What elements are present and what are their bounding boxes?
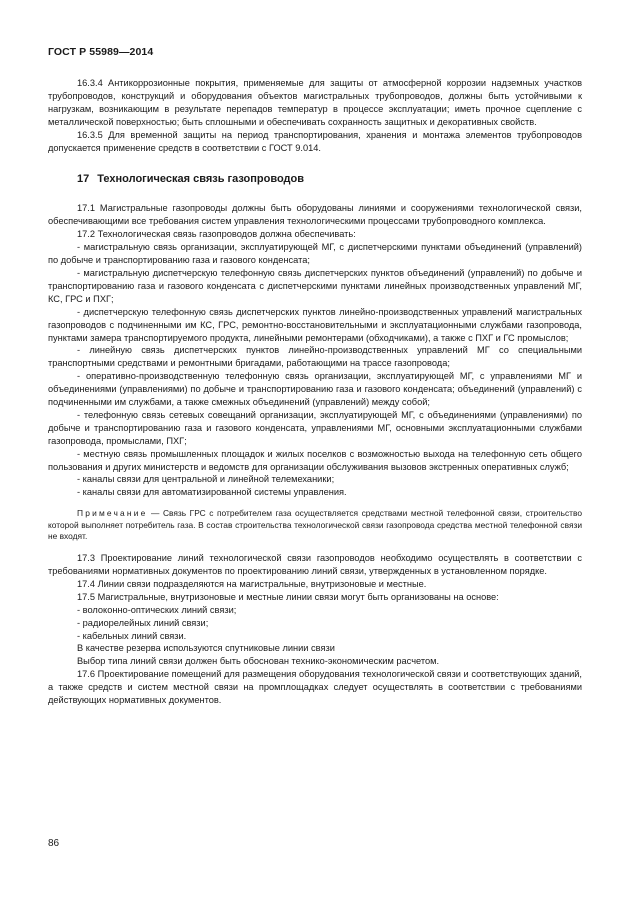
- list-item: - каналы связи для автоматизированной системы управления.: [77, 487, 347, 498]
- list-item: - местную связь промышленных площадок и жилых поселков с возможностью выхода на телефонную сеть общего пользования и других министерств и ведомств для организации обслуживания вызовов экстренных оперативных служб;: [48, 448, 582, 472]
- paragraph-17-4: 17.4 Линии связи подразделяются на магистральные, внутризоновые и местные.: [77, 578, 427, 589]
- note: [48, 508, 582, 543]
- section-17-body: [48, 202, 582, 707]
- section-heading: [77, 172, 582, 186]
- section-number: 17: [77, 173, 90, 186]
- list-item: - кабельных линий связи.: [77, 630, 187, 641]
- note-text: — Связь ГРС с потребителем газа осуществляется средствами местной телефонной связи, строительство которой выполняет потребитель газа. В состав строительства технологической связи газопровода средства местной телефонной связи не входят.: [48, 508, 583, 542]
- document-header: ГОСТ Р 55989—2014: [48, 46, 154, 58]
- paragraph-17-6: 17.6 Проектирование помещений для размещения оборудования технологической связи и соответствующих зданий, а также средств и систем местной связи на промплощадках следует осуществлять в соответствии с требованиями действующих нормативных документов.: [48, 669, 582, 706]
- list-item: - каналы связи для центральной и линейной телемеханики;: [77, 474, 335, 485]
- document-body: [48, 77, 582, 707]
- list-item: - телефонную связь сетевых совещаний организации, эксплуатирующей МГ, с объединениями (управлениями) по добыче и транспортированию газа и газового конденсата, управлениями МГ, основными эксплуатационными службами газопровода, промыслами, ПХГ;: [48, 409, 582, 446]
- list-item: - оперативно-производственную телефонную связь организации, эксплуатирующей МГ, с управлениями МГ и объединениями (управлениями) по добыче и транспортированию газа и газового конденсата; объединений (управлений) с подчиненными им службами, а также смежных объединений (управлений) между собой;: [48, 371, 582, 408]
- list-item: - линейную связь диспетчерских пунктов линейно-производственных управлений МГ со специальными транспортными средствами и ремонтными бригадами, работающими на трассе газопровода;: [48, 345, 582, 369]
- paragraph-17-3: 17.3 Проектирование линий технологической связи газопроводов необходимо осуществлять в соответствии с требованиями нормативных документов по проектированию линий связи, утвержденных в установленном порядке.: [48, 553, 582, 576]
- paragraph-17-1: 17.1 Магистральные газопроводы должны быть оборудованы линиями и сооружениями технологической связи, обеспечивающими все требования систем управления технологическими процессами трубопроводного комплекса.: [48, 203, 582, 227]
- section-17-continued: [48, 552, 582, 707]
- paragraph-16-3-4: 16.3.4 Антикоррозионные покрытия, применяемые для защиты от атмосферной коррозии надземных участков трубопроводов, конструкций и оборудования объектов магистральных трубопроводов, должны быть устойчивыми к нагрузкам, возникающим в результате перепадов температур в процессе эксплуатации; иметь прочное сцепление с металлической поверхностью; быть сплошными и обеспечивать сохранность защитных и декоративных свойств.: [48, 78, 582, 127]
- paragraph-17-5: 17.5 Магистральные, внутризоновые и местные линии связи могут быть организованы на основе:: [77, 591, 499, 602]
- paragraph-choice: Выбор типа линий связи должен быть обоснован технико-экономическим расчетом.: [77, 656, 440, 667]
- list-item: - диспетчерскую телефонную связь диспетчерских пунктов линейно-производственных управлений магистральных газопроводов с подчиненными им КС, ГРС, ремонтно-восстановительными и эксплуатационными службами газопровода, пунктами замера транспортируемого продукта, линейными ремонтерами (обходчиками), а также с ПХГ и ГС промыслов;: [48, 306, 582, 343]
- paragraph-16-3-5: 16.3.5 Для временной защиты на период транспортирования, хранения и монтажа элементов трубопроводов допускается применение средств в соответствии с ГОСТ 9.014.: [48, 129, 582, 153]
- list-item: - магистральную связь организации, эксплуатирующей МГ, с диспетчерскими пунктами объединений (управлений) по добыче и транспортированию газа и газового конденсата;: [48, 242, 582, 266]
- paragraph-17-2: 17.2 Технологическая связь газопроводов должна обеспечивать:: [77, 229, 356, 240]
- list-item: - волоконно-оптических линий связи;: [77, 604, 237, 615]
- section-title: Технологическая связь газопроводов: [97, 173, 305, 186]
- page-number: 86: [48, 838, 60, 849]
- paragraph-reserve: В качестве резерва используются спутниковые линии связи: [77, 643, 335, 654]
- note-label: Примечание: [77, 508, 148, 519]
- list-item: - магистральную диспетчерскую телефонную связь диспетчерских пунктов объединений (управлений) по добыче и транспортированию газа и газового конденсата с диспетчерскими пунктами линейных производственных управлений МГ, КС, ГРС и ПХГ;: [48, 267, 582, 304]
- list-item: - радиорелейных линий связи;: [77, 617, 209, 628]
